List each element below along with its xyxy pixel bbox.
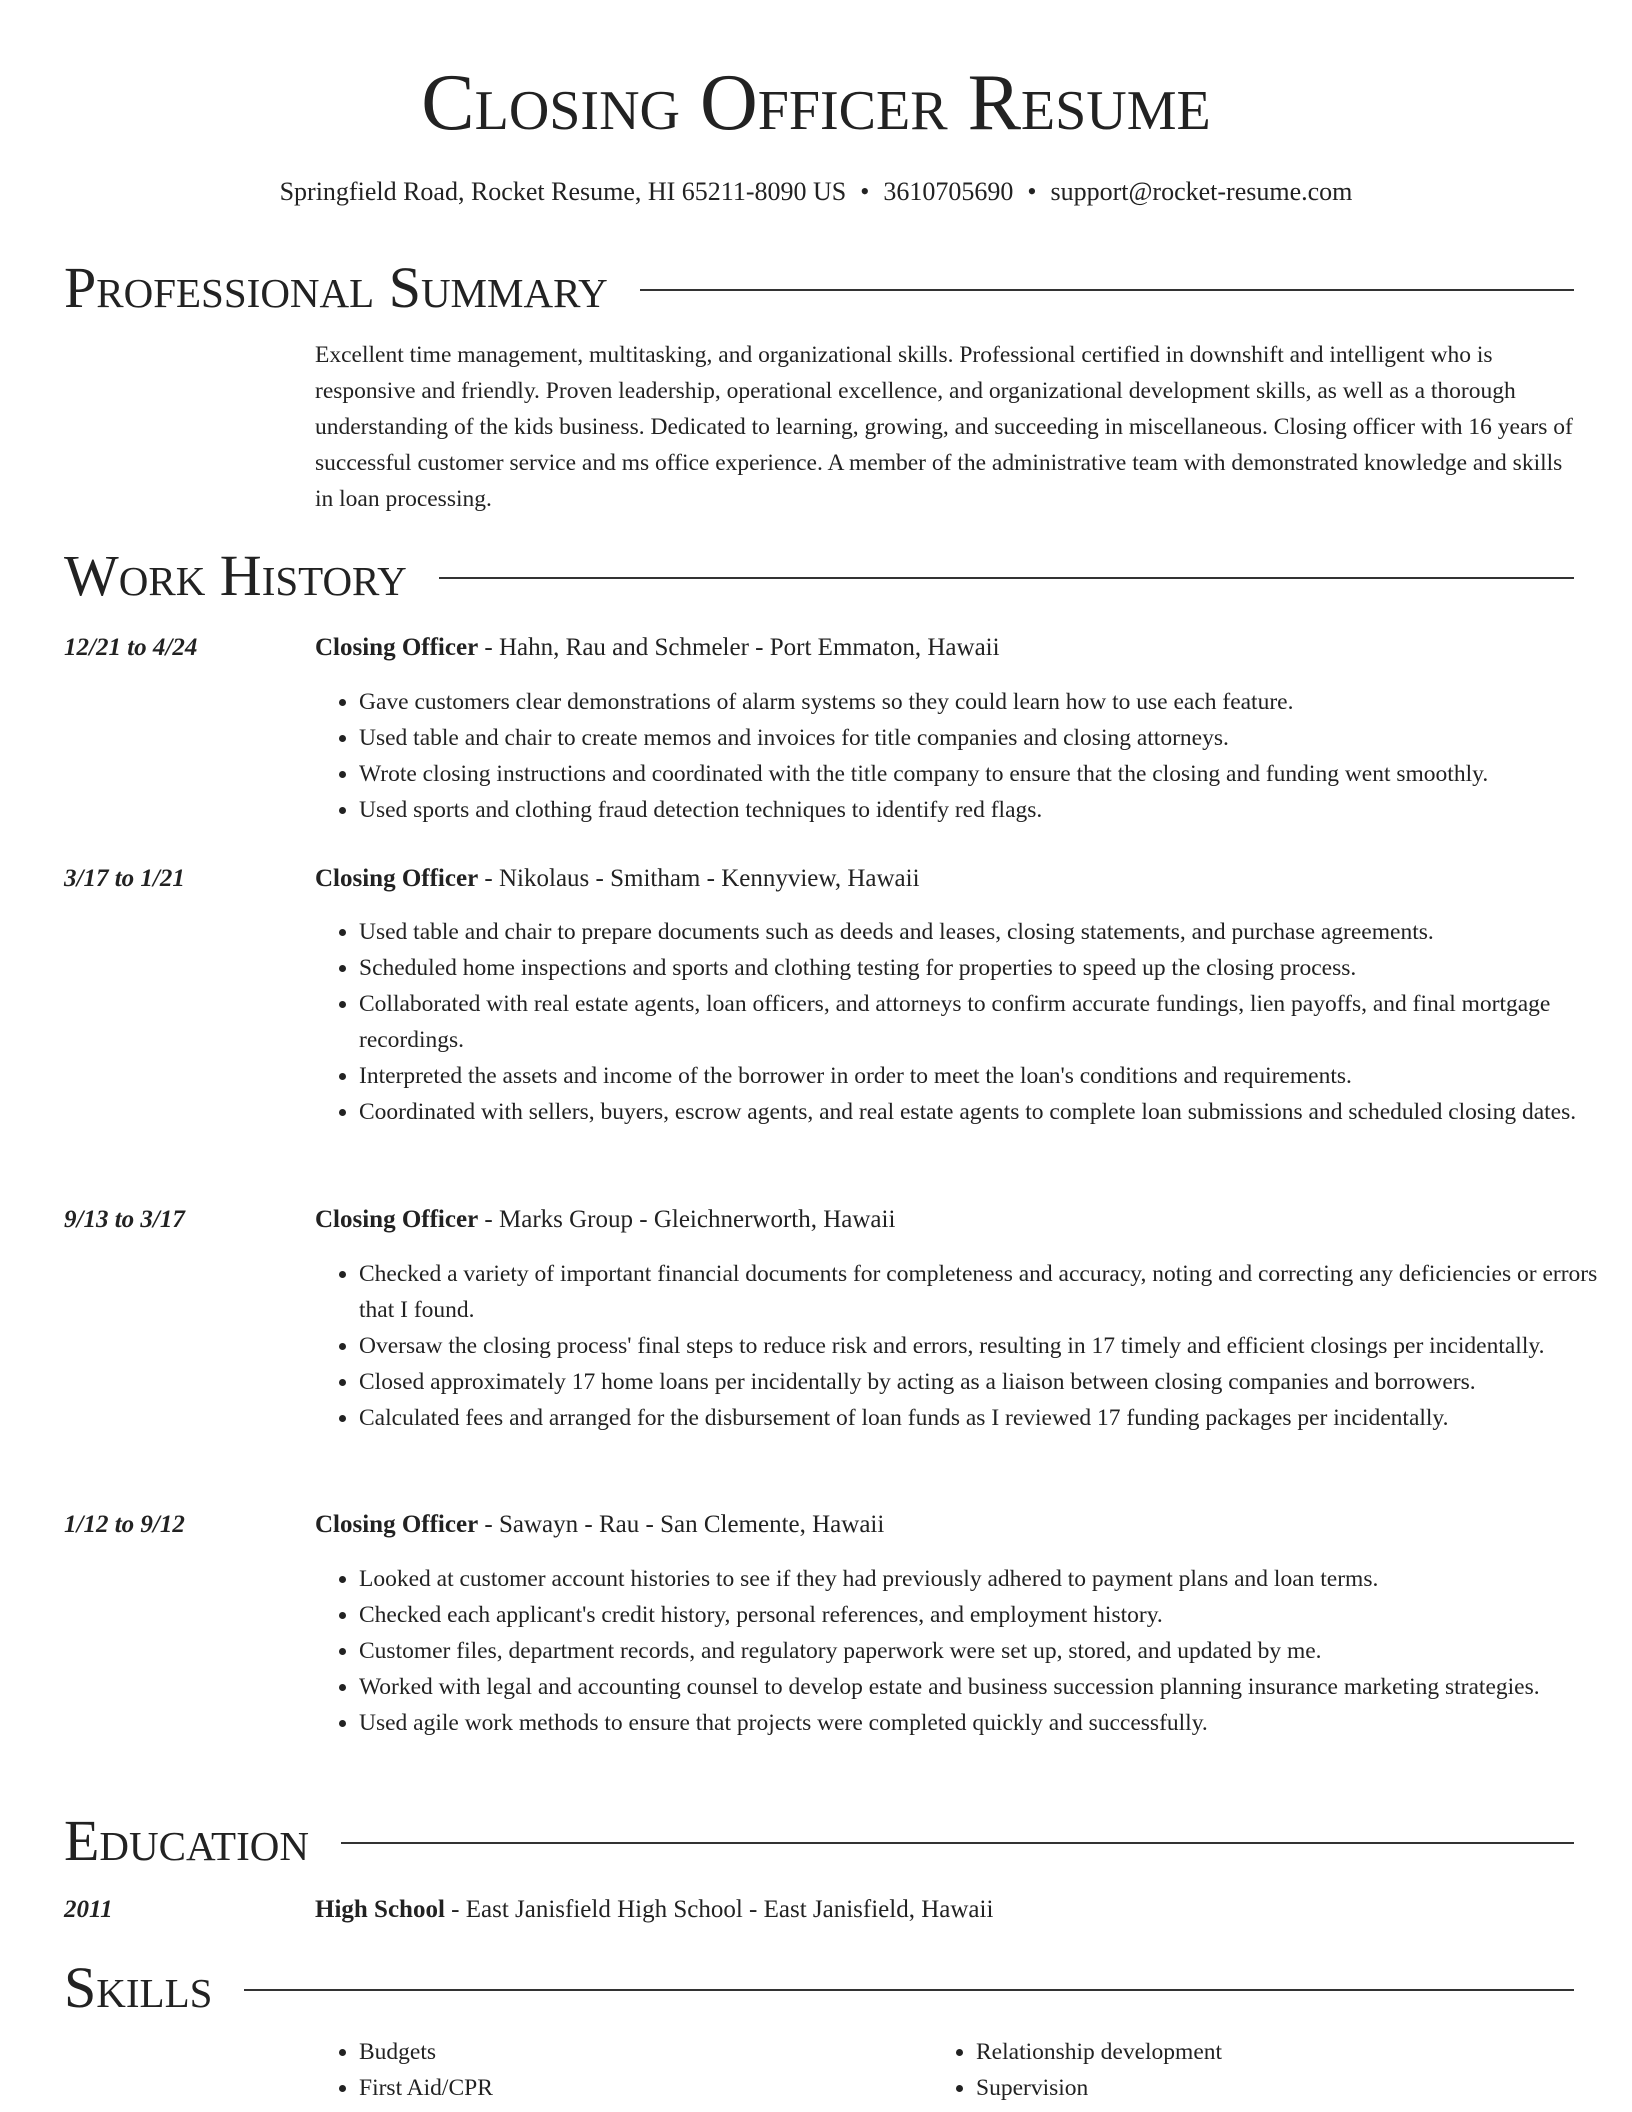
job-bullet: • Wrote closing instructions and coordinated with the title company to ensure that the closing and funding went smoothly. <box>359 756 1619 792</box>
contact-separator: • <box>860 177 870 206</box>
work-section-header <box>64 543 1574 609</box>
job-header <box>315 1507 1575 1543</box>
section-divider <box>439 577 1574 579</box>
education-section-header <box>64 1808 1574 1874</box>
section-divider <box>341 1842 1574 1844</box>
job-bullet: • Closed approximately 17 home loans per incidentally by acting as a liaison between closing companies and borrowers. <box>359 1364 1619 1400</box>
section-divider <box>640 289 1574 291</box>
job-dates: 9/13 to 3/17 <box>64 1206 185 1233</box>
job-bullet: • Used sports and clothing fraud detection techniques to identify red flags. <box>359 792 1619 828</box>
skills-section-header <box>64 1955 1574 2021</box>
job-bullet: • Worked with legal and accounting counsel to develop estate and business succession planning insurance marketing strategies. <box>359 1669 1619 1705</box>
job-dates: 3/17 to 1/21 <box>64 865 185 892</box>
contact-phone: 3610705690 <box>883 177 1014 206</box>
skills-list-right <box>932 2034 1576 2106</box>
job-bullet: • Used table and chair to create memos and invoices for title companies and closing attorneys. <box>359 720 1619 756</box>
job-title: Closing Officer <box>315 634 479 661</box>
job-bullets <box>315 914 1619 1130</box>
education-year: 2011 <box>64 1896 113 1923</box>
job-bullet: • Looked at customer account histories to see if they had previously adhered to payment plans and loan terms. <box>359 1561 1619 1597</box>
job-bullet: • Calculated fees and arranged for the disbursement of loan funds as I reviewed 17 funding packages per incidentally. <box>359 1400 1619 1436</box>
job-employer: - Hahn, Rau and Schmeler - Port Emmaton, Hawaii <box>478 634 1000 661</box>
skills-list-left <box>315 2034 919 2106</box>
job-dates: 1/12 to 9/12 <box>64 1511 185 1538</box>
contact-separator: • <box>1027 177 1037 206</box>
job-bullet: • Scheduled home inspections and sports and clothing testing for properties to speed up the closing process. <box>359 950 1619 986</box>
education-entry <box>315 1892 1575 1928</box>
skill-item: • Supervision <box>976 2070 1576 2106</box>
job-bullet: • Interpreted the assets and income of the borrower in order to meet the loan's conditions and requirements. <box>359 1058 1619 1094</box>
job-bullet: • Used agile work methods to ensure that projects were completed quickly and successfully. <box>359 1705 1619 1741</box>
job-employer: - Nikolaus - Smitham - Kennyview, Hawaii <box>478 865 920 892</box>
job-employer: - Sawayn - Rau - San Clemente, Hawaii <box>478 1511 885 1538</box>
summary-text: Excellent time management, multitasking, and organizational skills. Professional certified in downshift and intelligent who is responsive and friendly. Proven leadership, operational excellence, and organizational development skills, as well as a thorough understanding of the kids business. Dedicated to learning, growing, and succeeding in miscellaneous. Closing officer with 16 years of successful customer service and ms office experience. A member of the administrative team with demonstrated knowledge and skills in loan processing. <box>315 342 1573 512</box>
job-title: Closing Officer <box>315 1206 479 1233</box>
job-header <box>315 861 1575 897</box>
job-employer: - Marks Group - Gleichnerworth, Hawaii <box>478 1206 896 1233</box>
resume-title: Closing Officer Resume <box>421 59 1211 147</box>
skill-item: • Relationship development <box>976 2034 1576 2070</box>
job-title: Closing Officer <box>315 865 479 892</box>
job-title: Closing Officer <box>315 1511 479 1538</box>
job-bullets <box>315 684 1619 828</box>
job-bullets <box>315 1561 1619 1741</box>
job-bullet: • Customer files, department records, and regulatory paperwork were set up, stored, and updated by me. <box>359 1633 1619 1669</box>
job-bullet: • Used table and chair to prepare documents such as deeds and leases, closing statements, and purchase agreements. <box>359 914 1619 950</box>
contact-address: Springfield Road, Rocket Resume, HI 65211-8090 US <box>279 177 847 206</box>
job-bullet: • Checked a variety of important financial documents for completeness and accuracy, noting and correcting any deficiencies or errors that I found. <box>359 1256 1619 1328</box>
education-heading: Education <box>64 1808 309 1873</box>
skill-item: • Budgets <box>359 2034 919 2070</box>
summary-heading: Professional Summary <box>64 255 608 320</box>
job-header <box>315 1202 1575 1238</box>
job-bullet: • Coordinated with sellers, buyers, escrow agents, and real estate agents to complete loan submissions and scheduled closing dates. <box>359 1094 1619 1130</box>
job-bullets <box>315 1256 1619 1436</box>
education-school: - East Janisfield High School - East Janisfield, Hawaii <box>444 1896 994 1923</box>
job-bullet: • Gave customers clear demonstrations of alarm systems so they could learn how to use each feature. <box>359 684 1619 720</box>
education-degree: High School <box>315 1896 445 1923</box>
contact-email: support@rocket-resume.com <box>1050 177 1353 206</box>
work-heading: Work History <box>64 543 407 608</box>
job-bullet: • Oversaw the closing process' final steps to reduce risk and errors, resulting in 17 timely and efficient closings per incidentally. <box>359 1328 1619 1364</box>
job-header <box>315 630 1575 666</box>
skill-item: • First Aid/CPR <box>359 2070 919 2106</box>
job-bullet: • Checked each applicant's credit history, personal references, and employment history. <box>359 1597 1619 1633</box>
section-divider <box>244 1989 1574 1991</box>
job-bullet: • Collaborated with real estate agents, loan officers, and attorneys to confirm accurate fundings, lien payoffs, and final mortgage recordings. <box>359 986 1619 1058</box>
contact-line <box>0 174 1632 210</box>
summary-section-header <box>64 255 1574 321</box>
job-dates: 12/21 to 4/24 <box>64 634 198 661</box>
skills-heading: Skills <box>64 1955 213 2020</box>
